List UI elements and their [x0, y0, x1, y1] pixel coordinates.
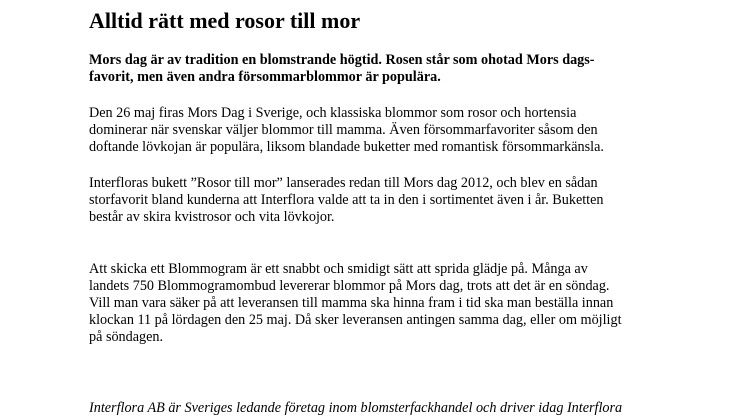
paragraph-line: Att skicka ett Blommogram är ett snabbt och smidigt sätt att sprida glädje på. Många av	[89, 261, 588, 277]
paragraph-line: storfavorit bland kunderna att Interflora valde att ta in den i sortimentet även i år. Buketten	[89, 192, 604, 208]
footer-company-text: Interflora AB är Sveriges ledande företag inom blomsterfackhandel och driver idag Interflora	[89, 400, 623, 416]
lead-line: favorit, men även andra försommarblommor är populära.	[89, 69, 441, 85]
paragraph-line: dominerar när svenskar väljer blommor till mamma. Även försommarfavoriter såsom den	[89, 122, 598, 138]
paragraph-line: landets 750 Blommogramombud levererar blommor på Mors dag, trots att det är en söndag.	[89, 278, 610, 294]
paragraph-line: Den 26 maj firas Mors Dag i Sverige, och klassiska blommor som rosor och hortensia	[89, 105, 577, 121]
lead-line: Mors dag är av tradition en blomstrande högtid. Rosen står som ohotad Mors dags-	[89, 52, 595, 68]
paragraph-line: på söndagen.	[89, 329, 164, 345]
paragraph-line: klockan 11 på lördagen den 25 maj. Då sker leveransen antingen samma dag, eller om möjligt	[89, 312, 622, 328]
document-title: Alltid rätt med rosor till mor	[89, 8, 361, 33]
paragraph-line: består av skira kvistrosor och vita lövkojor.	[89, 209, 335, 225]
paragraph-line: doftande lövkojan är populära, liksom blandade buketter med romantisk försommarkänsla.	[89, 139, 604, 155]
paragraph-line: Interfloras bukett ”Rosor till mor” lanserades redan till Mors dag 2012, och blev en sådan	[89, 175, 598, 191]
paragraph-line: Vill man vara säker på att leveransen till mamma ska hinna fram i tid ska man beställa innan	[89, 295, 614, 311]
